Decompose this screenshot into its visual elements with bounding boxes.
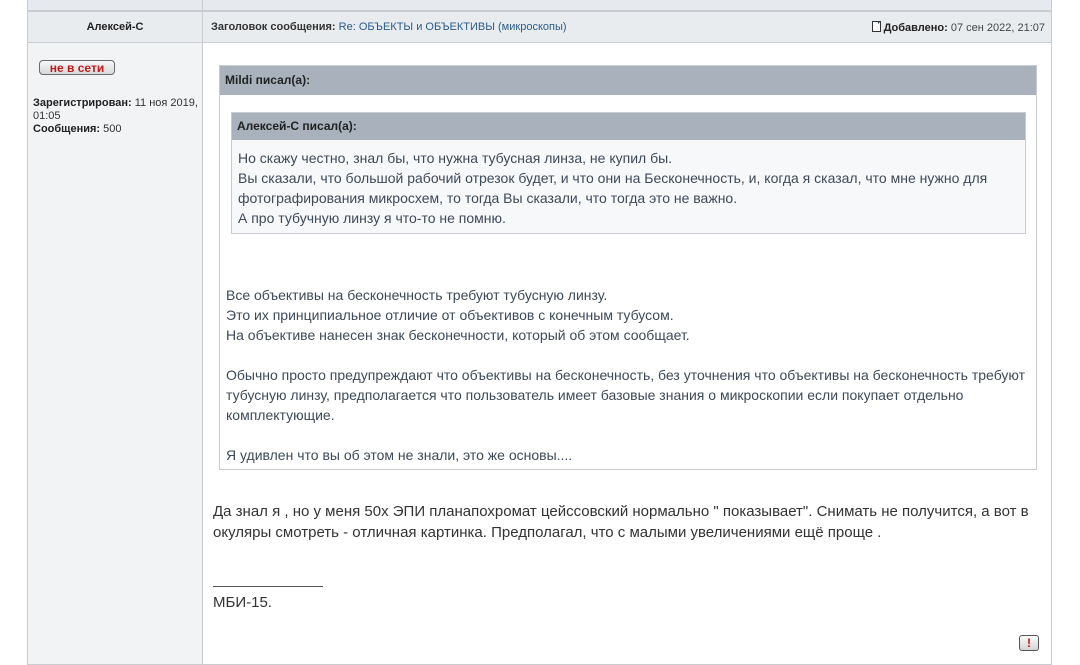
- quote-line: Обычно просто предупреждают что объективы на бесконечность, без уточнения что объективы на бесконечность требуют тубусную линзу, предполагается что пользователь имеет базовые знания о микроскопии если покупает отдельно комплектующие.: [226, 367, 1026, 423]
- quote-line: Но скажу честно, знал бы, что нужна тубусная линза, не купил бы.: [238, 150, 673, 166]
- quote-line: А про тубучную линзу я что-то не помню.: [238, 210, 506, 226]
- posts-row: Сообщения: 500: [33, 123, 122, 135]
- inner-quote-text: [232, 140, 1025, 228]
- warning-icon: !: [1027, 636, 1031, 650]
- user-details: [33, 97, 198, 136]
- offline-status-badge: не в сети: [39, 60, 115, 75]
- post-header: [203, 12, 1051, 43]
- signature-divider: [213, 586, 323, 587]
- post-icon[interactable]: [872, 21, 881, 32]
- post-table: [27, 11, 1052, 665]
- user-info-column: [28, 43, 202, 664]
- post-date: Добавлено: 07 сен 2022, 21:07: [872, 21, 1045, 34]
- registered-value: 11 ноя 2019, 01:05: [33, 97, 198, 122]
- outer-quote: [219, 65, 1037, 470]
- quote-paragraph: [226, 365, 1026, 425]
- outer-quote-header: Mildi писал(а):: [220, 66, 1036, 95]
- quote-line: На объективе нанесен знак бесконечности, который об этом сообщает.: [226, 327, 690, 343]
- outer-quote-text: [226, 285, 1026, 485]
- posts-value: 500: [103, 123, 122, 135]
- posted-date-value: 07 сен 2022, 21:07: [950, 22, 1045, 34]
- previous-post-footer: [27, 0, 1052, 11]
- signature: МБИ-15.: [213, 594, 272, 611]
- quote-paragraph: [226, 285, 1026, 345]
- quote-line: Это их принципиальное отличие от объективов с конечным тубусом.: [226, 307, 674, 323]
- column-divider: [202, 12, 203, 664]
- post-subject-link[interactable]: Re: ОБЪЕКТЫ и ОБЪЕКТИВЫ (микроскопы): [338, 21, 567, 33]
- registered-row: Зарегистрирован: 11 ноя 2019, 01:05: [33, 97, 198, 122]
- quote-line: Я удивлен что вы об этом не знали, это же основы....: [226, 447, 573, 463]
- quote-line: Вы сказали, что большой рабочий отрезок будет, и что они на Бесконечность, и, когда я сказал, что мне нужно для фотографирования микросхем, то тогда Вы сказали, что тогда это не важно.: [238, 170, 988, 206]
- quote-paragraph: [226, 445, 1026, 465]
- inner-quote: [231, 112, 1026, 234]
- quote-line: Все объективы на бесконечность требуют тубусную линзу.: [226, 287, 608, 303]
- post-author[interactable]: Алексей-С: [28, 12, 202, 43]
- report-button[interactable]: [1019, 635, 1039, 651]
- inner-quote-header: Алексей-С писал(а):: [232, 113, 1025, 140]
- post-subject: Заголовок сообщения: Re: ОБЪЕКТЫ и ОБЪЕКТИВЫ (микроскопы): [211, 21, 567, 33]
- post-body: Да знал я , но у меня 50х ЭПИ планапохромат цейссовский нормально " показывает". Снимать не получится, а вот в окуляры смотреть - отличная картинка. Предполагал, что с малыми увеличениями ещё проще .: [213, 503, 1029, 541]
- divider: [202, 0, 203, 10]
